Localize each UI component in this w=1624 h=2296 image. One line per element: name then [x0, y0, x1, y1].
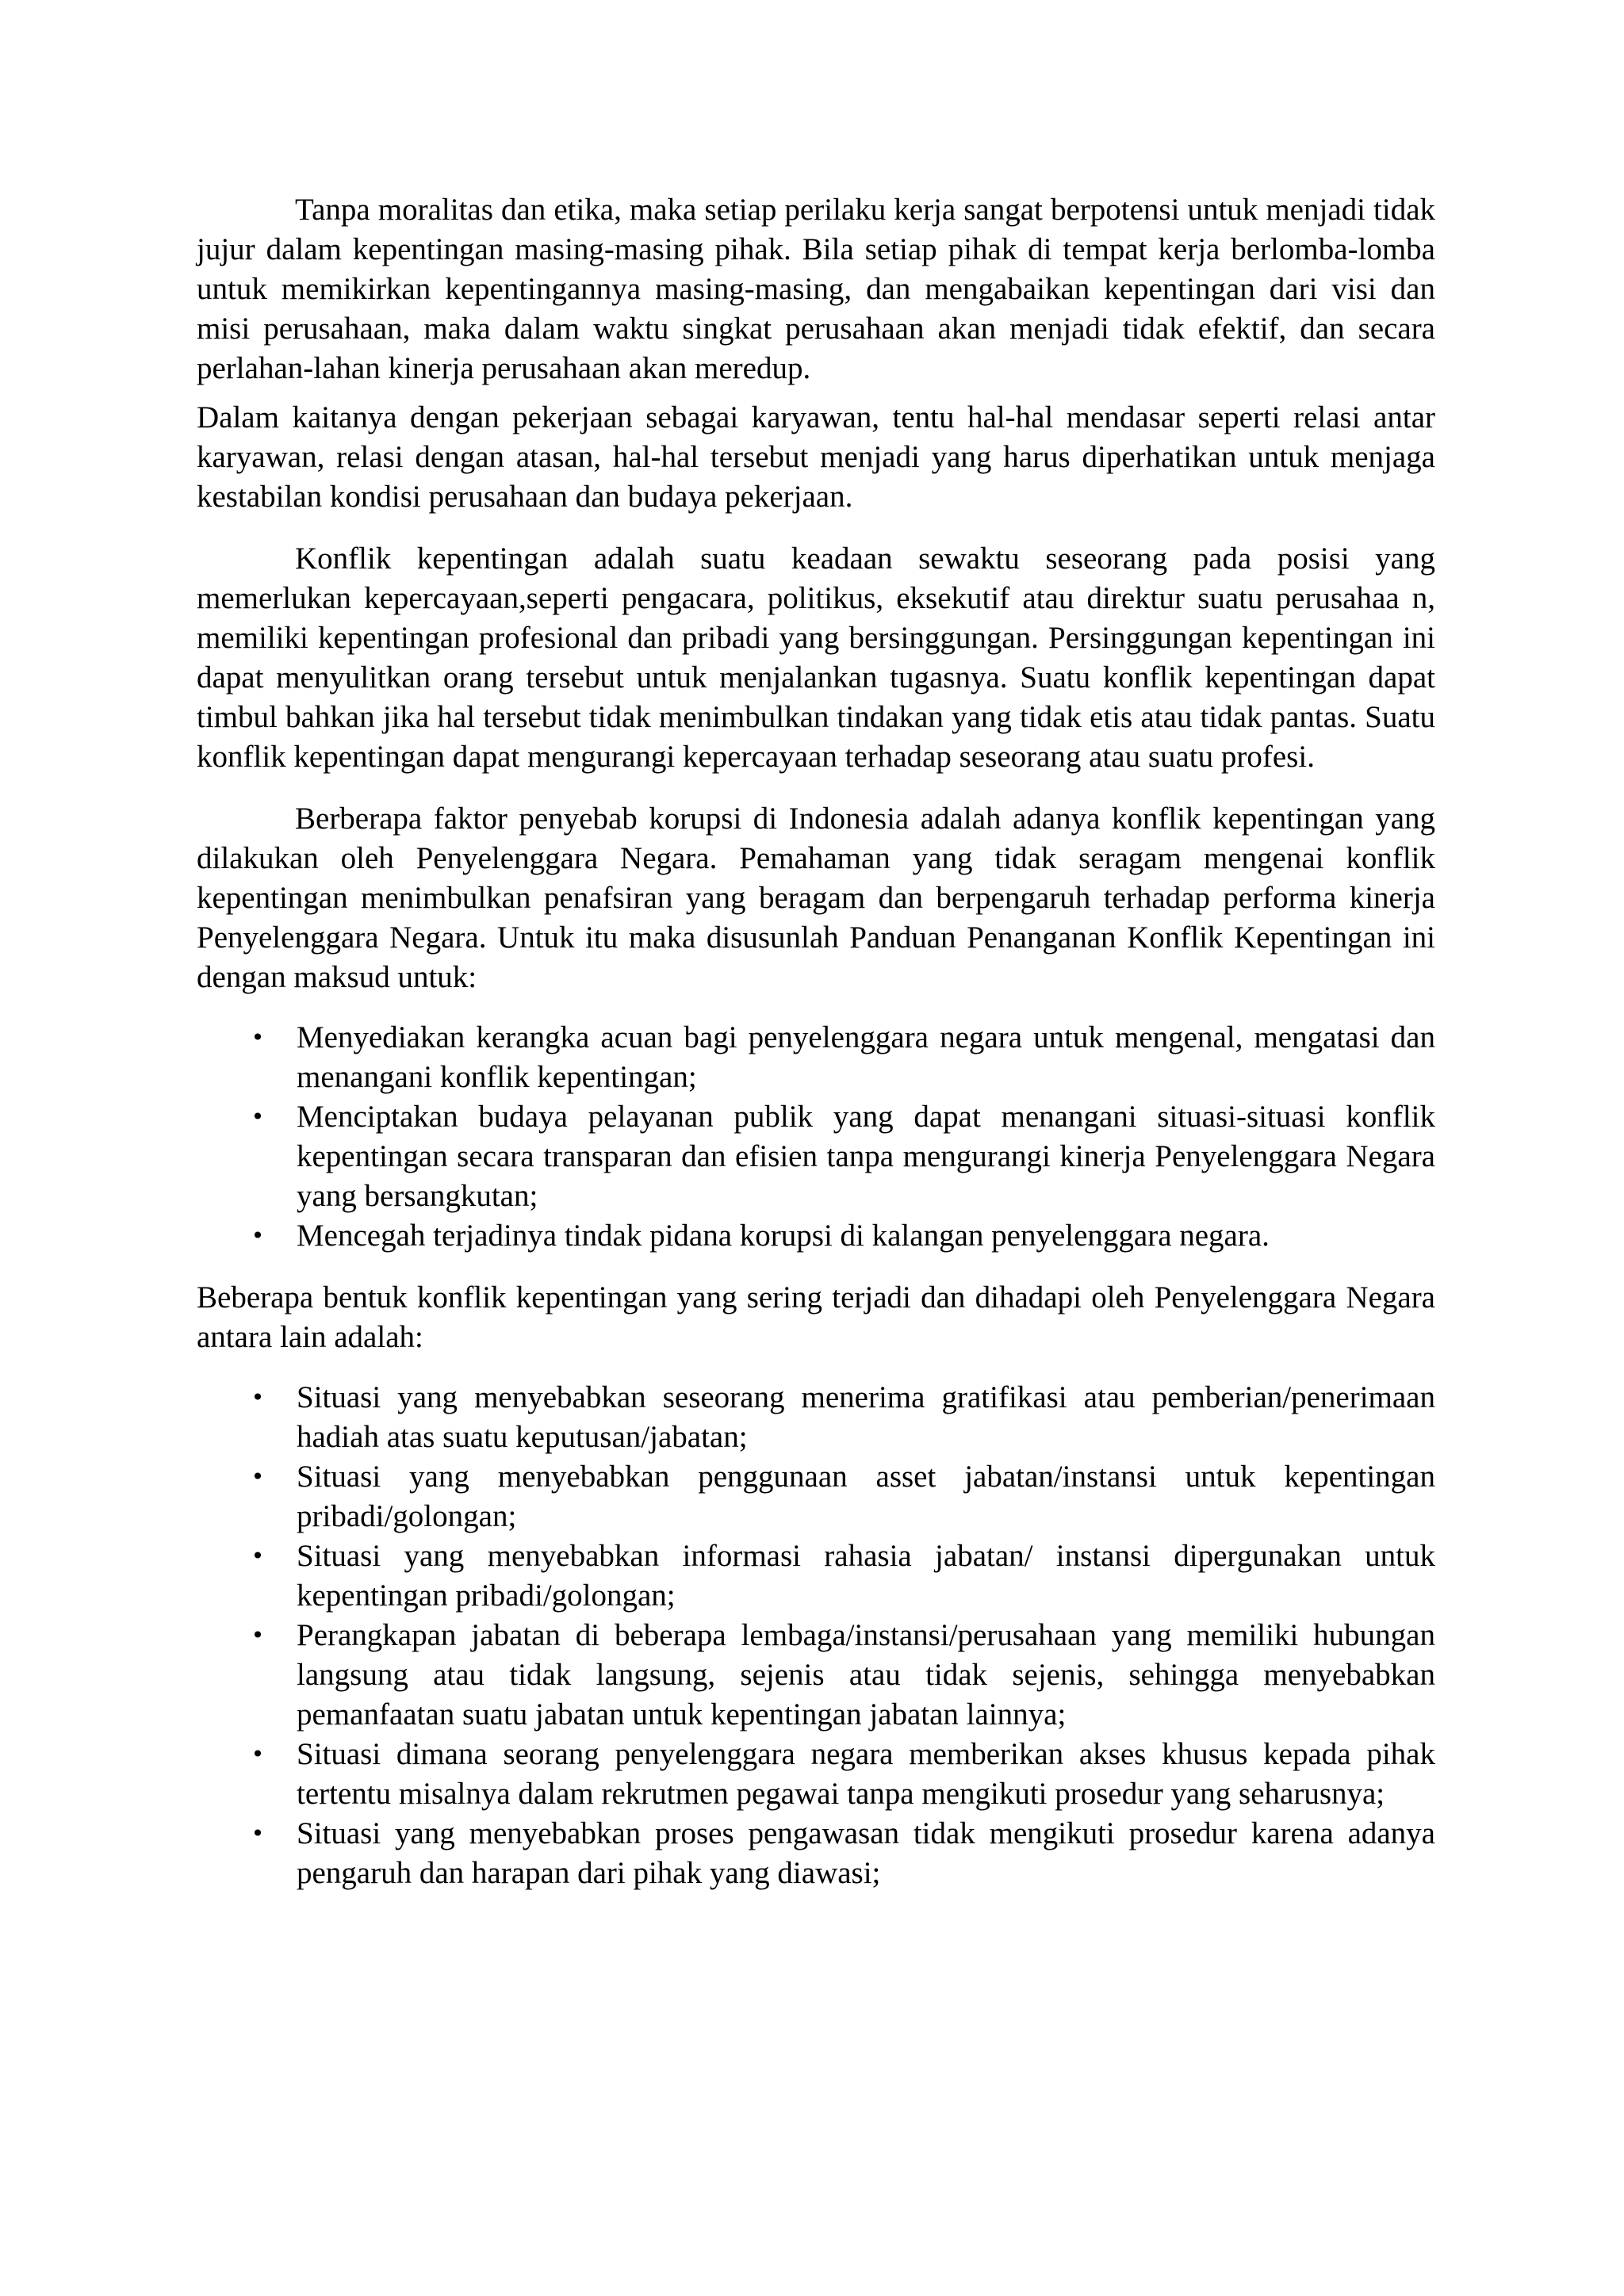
bullet-icon: •	[251, 1384, 265, 1410]
paragraph-employee-relations: Dalam kaitanya dengan pekerjaan sebagai karyawan, tentu hal-hal mendasar seperti relasi antar karyawan, relasi dengan atasan, hal-hal tersebut menjadi yang harus diperhatikan untuk menjaga kestabilan kondisi perusahaan dan budaya pekerjaan.	[197, 400, 1435, 514]
forms-list	[197, 1378, 1435, 1893]
document-page	[197, 190, 1435, 1893]
bullet-icon: •	[251, 1741, 265, 1767]
list-item	[251, 1097, 1435, 1216]
bullet-icon: •	[251, 1543, 265, 1569]
bullet-icon: •	[251, 1024, 265, 1050]
bullet-icon: •	[251, 1104, 265, 1130]
paragraph-corruption-factors: Berberapa faktor penyebab korupsi di Indonesia adalah adanya konflik kepentingan yang dilakukan oleh Penyelenggara Negara. Pemahaman yang tidak seragam mengenai konflik kepentingan menimbulkan penafsiran yang beragam dan berpengaruh terhadap performa kinerja Penyelenggara Negara. Untuk itu maka disusunlah Panduan Penanganan Konflik Kepentingan ini dengan maksud untuk:	[197, 802, 1435, 994]
bullet-icon: •	[251, 1464, 265, 1490]
list-item-text: Situasi yang menyebabkan penggunaan asset jabatan/instansi untuk kepentingan pribadi/golongan;	[297, 1460, 1435, 1533]
paragraph-conflict-of-interest-definition: Konflik kepentingan adalah suatu keadaan sewaktu seseorang pada posisi yang memerlukan kepercayaan,seperti pengacara, politikus, eksekutif atau direktur suatu perusahaa n, memiliki kepentingan profesional dan pribadi yang bersinggungan. Persinggungan kepentingan ini dapat menyulitkan orang tersebut untuk menjalankan tugasnya. Suatu konflik kepentingan dapat timbul bahkan jika hal tersebut tidak menimbulkan tindakan yang tidak etis atau tidak pantas. Suatu konflik kepentingan dapat mengurangi kepercayaan terhadap seseorang atau suatu profesi.	[197, 541, 1435, 774]
purpose-list	[197, 1018, 1435, 1256]
paragraph-forms-intro: Beberapa bentuk konflik kepentingan yang sering terjadi dan dihadapi oleh Penyelenggara Negara antara lain adalah:	[197, 1280, 1435, 1354]
list-item-text: Situasi yang menyebabkan informasi rahasia jabatan/ instansi dipergunakan untuk kepentingan pribadi/golongan;	[297, 1539, 1435, 1613]
list-item	[251, 1018, 1435, 1097]
list-item-text: Mencegah terjadinya tindak pidana korupsi di kalangan penyelenggara negara.	[297, 1219, 1270, 1253]
list-item-text: Situasi yang menyebabkan proses pengawasan tidak mengikuti prosedur karena adanya pengaruh dan harapan dari pihak yang diawasi;	[297, 1816, 1435, 1890]
list-item-text: Menyediakan kerangka acuan bagi penyelenggara negara untuk mengenal, mengatasi dan menangani konflik kepentingan;	[297, 1020, 1435, 1094]
bullet-icon: •	[251, 1223, 265, 1249]
list-item	[251, 1457, 1435, 1536]
list-item-text: Situasi yang menyebabkan seseorang menerima gratifikasi atau pemberian/penerimaan hadiah atas suatu keputusan/jabatan;	[297, 1380, 1435, 1454]
list-item-text: Menciptakan budaya pelayanan publik yang dapat menangani situasi-situasi konflik kepentingan secara transparan dan efisien tanpa mengurangi kinerja Penyelenggara Negara yang bersangkutan;	[297, 1100, 1435, 1213]
list-item-text: Perangkapan jabatan di beberapa lembaga/instansi/perusahaan yang memiliki hubungan langsung atau tidak langsung, sejenis atau tidak sejenis, sehingga menyebabkan pemanfaatan suatu jabatan untuk kepentingan jabatan lainnya;	[297, 1618, 1435, 1732]
list-item-text: Situasi dimana seorang penyelenggara negara memberikan akses khusus kepada pihak tertentu misalnya dalam rekrutmen pegawai tanpa mengikuti prosedur yang seharusnya;	[297, 1737, 1435, 1811]
bullet-icon: •	[251, 1820, 265, 1846]
list-item	[251, 1378, 1435, 1457]
bullet-icon: •	[251, 1622, 265, 1648]
paragraph-morality-ethics: Tanpa moralitas dan etika, maka setiap perilaku kerja sangat berpotensi untuk menjadi tidak jujur dalam kepentingan masing-masing pihak. Bila setiap pihak di tempat kerja berlomba-lomba untuk memikirkan kepentingannya masing-masing, dan mengabaikan kepentingan dari visi dan misi perusahaan, maka dalam waktu singkat perusahaan akan menjadi tidak efektif, dan secara perlahan-lahan kinerja perusahaan akan meredup.	[197, 193, 1435, 385]
list-item	[251, 1616, 1435, 1735]
list-item	[251, 1216, 1435, 1256]
list-item	[251, 1735, 1435, 1814]
list-item	[251, 1814, 1435, 1893]
list-item	[251, 1536, 1435, 1616]
